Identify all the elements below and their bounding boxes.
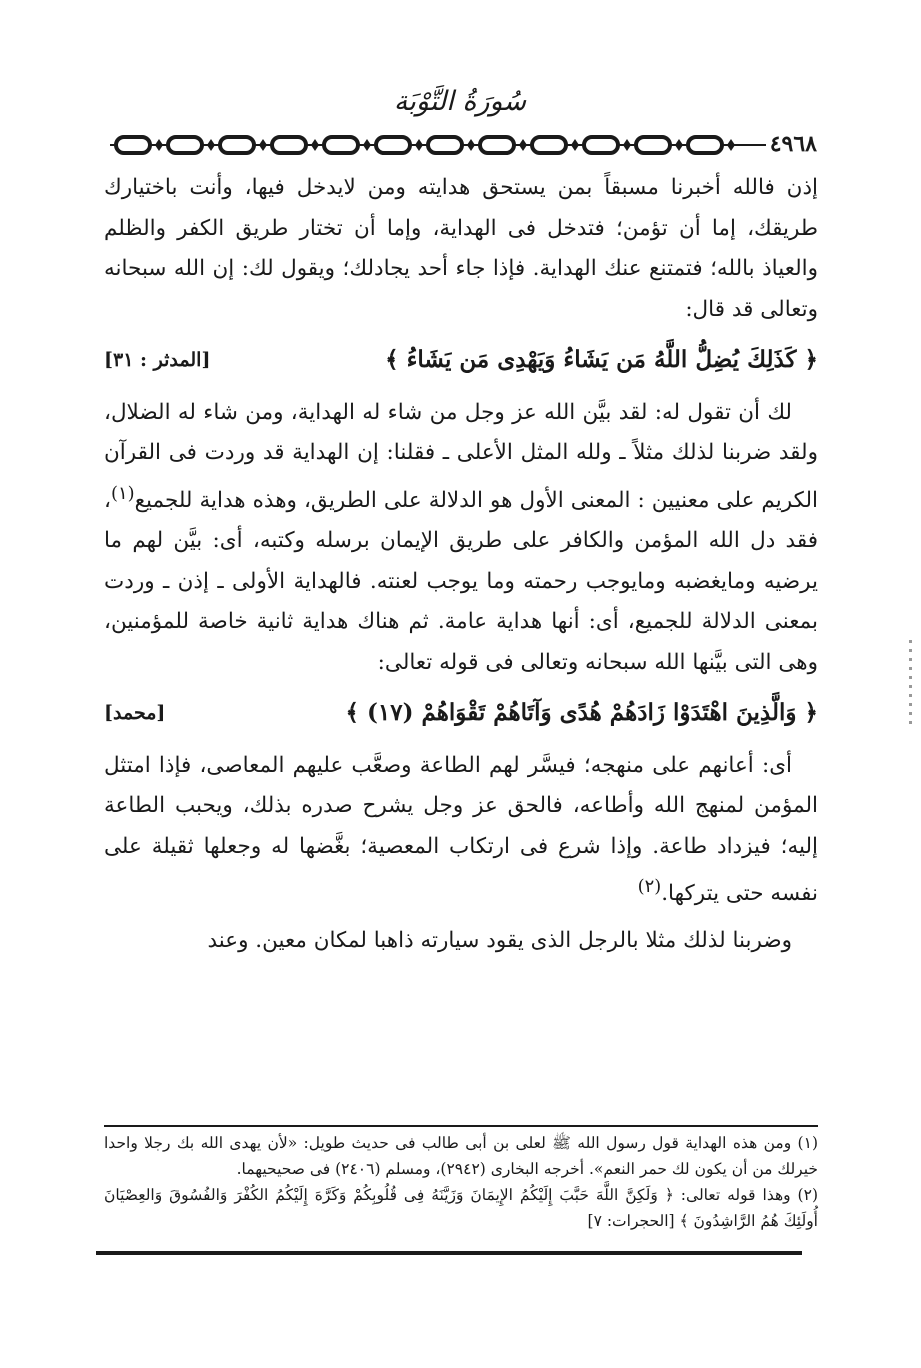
verse-reference: [محمد] bbox=[104, 702, 166, 725]
footnote-marker-2: (٢) bbox=[637, 876, 662, 898]
paragraph-3-text: أى: أعانهم على منهجه؛ فيسَّر لهم الطاعة وصعَّب عليهم المعاصى، فإذا امتثل المؤمن لمنهج الله وأطاعه، فالحق عز وجل يشرح صدره بذلك، ويحبب الطاعة إليه؛ فيزداد طاعة. وإذا شرع فى ارتكاب المعصية؛ بغَّضها له وجعلها ثقيلة على نفسه حتى يتركها. bbox=[104, 752, 818, 907]
footnotes-section bbox=[104, 1125, 818, 1234]
paragraph-2 bbox=[104, 393, 818, 684]
verse-text: ﴿ كَذَلِكَ يُضِلُّ اللَّهُ مَن يَشَاءُ وَيَهْدِى مَن يَشَاءُ ﴾ bbox=[385, 346, 818, 373]
quran-verse-2 bbox=[104, 693, 818, 734]
main-text bbox=[104, 168, 818, 961]
quran-verse-1 bbox=[104, 340, 818, 381]
paragraph-1: إذن فالله أخبرنا مسبقاً بمن يستحق هدايته ومن لايدخل فيها، وأنت باختيارك طريقك، إما أن تؤمن؛ فتدخل فى الهداية، وإما أن تختار طريق الكفر والظلم والعياذ بالله؛ فتمتنع عنك الهداية. فإذا جاء أحد يجادلك؛ ويقول لك: إن الله سبحانه وتعالى قد قال: bbox=[104, 175, 818, 322]
paragraph-2-text: لك أن تقول له: لقد بيَّن الله عز وجل من شاء له الهداية، ومن شاء له الضلال، ولقد ضربنا لذلك مثلاً ـ ولله المثل الأعلى ـ فقلنا: إن الهداية قد وردت فى القرآن الكريم على معنيين : المعنى الأول هو الدلالة على الطريق، وهذه هداية للجميع bbox=[104, 399, 818, 513]
footnote-2: (٢) وهذا قوله تعالى: ﴿ وَلَكِنَّ اللَّهَ حَبَّبَ إِلَيْكُمُ الإِيمَانَ وَزَيَّنَهُ فِى قُلُوبِكُمْ وَكَرَّهَ إِلَيْكُمُ الكُفْرَ وَالفُسُوقَ وَالعِصْيَانَ أُولَئِكَ هُمُ الرَّاشِدُونَ ﴾ [الحجرات: ٧] bbox=[104, 1186, 818, 1230]
verse-reference: [المدثر : ٣١] bbox=[104, 349, 211, 371]
bottom-divider bbox=[96, 1251, 802, 1255]
paragraph-2-continued: ، فقد دل الله المؤمن والكافر على طريق الإيمان برسله وكتبه، أى: بيَّن لهم ما يرضيه ومايغضبه ومايوجب رحمته وما يوجب لعنته. فالهداية الأولى ـ إذن ـ وردت بمعنى الدلالة للجميع، أى: أنها هداية عامة. ثم هناك هداية ثانية خاصة للمؤمنين، وهى التى بيَّنها الله سبحانه وتعالى فى قوله تعالى: bbox=[104, 487, 818, 675]
page-number: ٤٩٦٨ bbox=[766, 126, 821, 162]
margin-scan-mark bbox=[909, 640, 912, 730]
footnote-marker-1: (١) bbox=[110, 482, 135, 504]
surah-title: سُورَةُ التَّوْبَة bbox=[393, 86, 527, 117]
footnote-1: (١) ومن هذه الهداية قول رسول الله ﷺ لعلى بن أبى طالب فى حديث طويل: «لأن يهدى الله بك رجلا واحدا خيرلك من أن يكون لك حمر النعم». أخرجه البخارى (٢٩٤٢)، ومسلم (٢٤٠٦) فى صحيحيهما. bbox=[104, 1134, 818, 1178]
paragraph-4: وضربنا لذلك مثلا بالرجل الذى يقود سيارته ذاهبا لمكان معين. وعند bbox=[207, 927, 792, 953]
verse-text: ﴿ وَالَّذِينَ اهْتَدَوْا زَادَهُمْ هُدًى وَآتَاهُمْ تَقْوَاهُمْ (١٧) ﴾ bbox=[345, 699, 818, 727]
paragraph-3 bbox=[104, 746, 818, 915]
ornamental-header-border bbox=[110, 126, 820, 164]
